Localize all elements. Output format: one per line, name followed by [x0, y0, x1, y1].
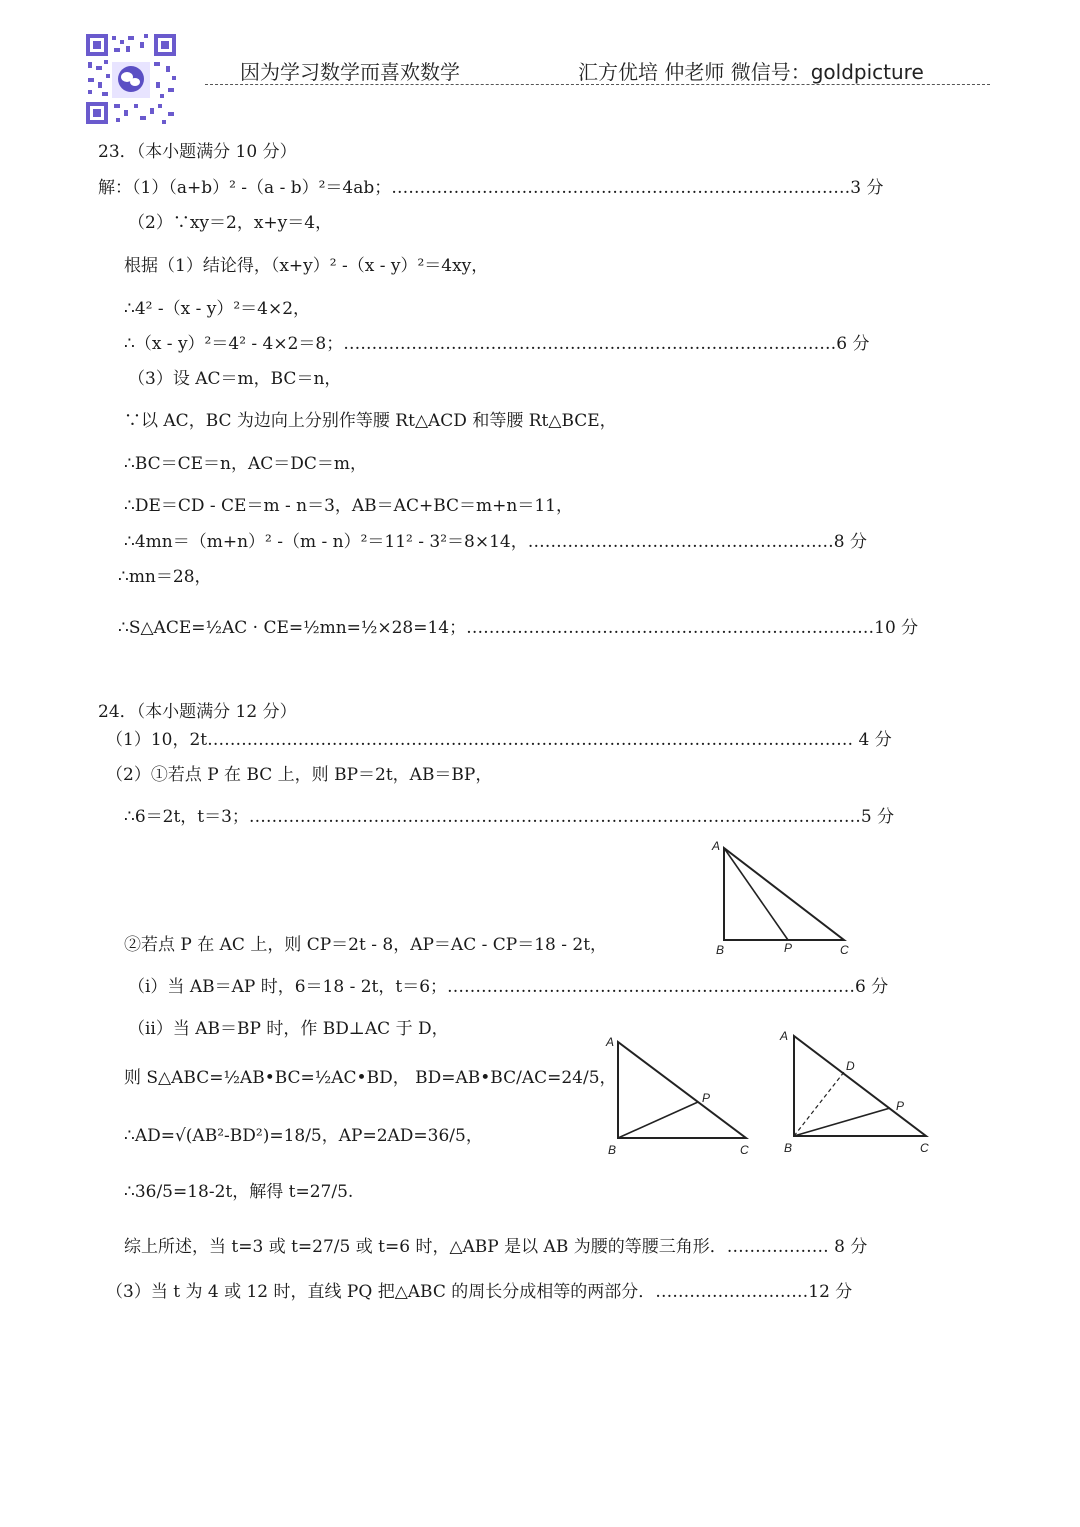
q23-part3-step4: ∴4mn＝（m+n）² -（m - n）²＝11² - 3²＝8×14，………………………………………………8 分 [124, 532, 867, 552]
fig2-label-a: A [606, 1035, 615, 1049]
q24-part2-case2: ②若点 P 在 AC 上，则 CP＝2t - 8，AP＝AC - CP＝18 - 2t， [124, 935, 608, 955]
q23-part2-given: （2）∵xy＝2，x+y＝4， [128, 213, 333, 233]
q23-heading: 23．（本小题满分 10 分） [98, 142, 297, 162]
q23-part2-result: ∴（x - y）²＝4² - 4×2＝8；……………………………………………………………………………6 分 [124, 334, 870, 354]
q24-solve-t: ∴36/5=18-2t，解得 t=27/5. [124, 1182, 354, 1202]
figure-triangle-p-on-bc [706, 836, 856, 960]
fig2-label-c: C [740, 1143, 749, 1157]
q23-part3-step3: ∴DE＝CD - CE＝m - n＝3，AB＝AC+BC＝m+n＝11， [124, 496, 573, 516]
q24-part2-case2-ii: （ii）当 AB＝BP 时，作 BD⊥AC 于 D， [128, 1019, 449, 1039]
fig3-label-b: B [784, 1141, 793, 1155]
q24-ad-equation: ∴AD=√(AB²-BD²)=18/5，AP=2AD=36/5， [124, 1126, 483, 1146]
fig1-label-a: A [712, 839, 721, 853]
fig1-label-b: B [716, 943, 725, 957]
q24-part2-case2-i: （i）当 AB＝AP 时，6＝18 - 2t，t＝6；………………………………………………………………6 分 [128, 977, 889, 997]
figure-triangle-altitude-bd [776, 1024, 936, 1160]
q24-part3: （3）当 t 为 4 或 12 时，直线 PQ 把△ABC 的周长分成相等的两部分．………………………12 分 [106, 1282, 853, 1302]
q24-area-equation: 则 S△ABC=½AB•BC=½AC•BD， BD=AB•BC/AC=24/5， [124, 1068, 617, 1088]
fig3-label-d: D [846, 1059, 855, 1073]
q23-part3-step1: ∵以 AC，BC 为边向上分别作等腰 Rt△ACD 和等腰 Rt△BCE， [124, 411, 617, 431]
fig2-label-p: P [702, 1091, 711, 1105]
q23-part2-step1: 根据（1）结论得，（x+y）² -（x - y）²＝4xy， [124, 256, 489, 276]
header-right-text: 汇方优培 仲老师 微信号：goldpicture [578, 60, 924, 84]
fig1-label-p: P [784, 941, 793, 955]
q24-conclusion: 综上所述，当 t=3 或 t=27/5 或 t=6 时，△ABP 是以 AB 为腰的等腰三角形．……………… 8 分 [124, 1237, 868, 1257]
q24-part1: （1）10，2t…………………………………………………………………………………………………… 4 分 [106, 730, 892, 750]
q24-part2-case1: （2）①若点 P 在 BC 上，则 BP＝2t，AB＝BP， [106, 765, 493, 785]
header-left-text: 因为学习数学而喜欢数学 [240, 60, 460, 84]
fig3-label-a: A [780, 1029, 789, 1043]
fig2-label-b: B [608, 1143, 617, 1157]
q23-part3-step5: ∴mn＝28， [118, 567, 212, 587]
q23-part3-area: ∴S△ACE=½AC · CE=½mn=½×28=14；………………………………………………………………10 分 [118, 618, 919, 638]
q23-part3-set: （3）设 AC＝m，BC＝n， [128, 369, 342, 389]
fig3-label-c: C [920, 1141, 929, 1155]
fig3-label-p: P [896, 1099, 905, 1113]
q24-part2-case1-result: ∴6＝2t，t＝3；………………………………………………………………………………………………5 分 [124, 807, 895, 827]
q23-part3-step2: ∴BC＝CE＝n，AC＝DC＝m， [124, 454, 368, 474]
q24-heading: 24．（本小题满分 12 分） [98, 702, 297, 722]
figure-triangle-p-on-ac [600, 1030, 760, 1160]
fig1-label-c: C [840, 943, 849, 957]
q23-part2-step2: ∴4² -（x - y）²＝4×2， [124, 299, 311, 319]
q23-part1: 解：（1）（a+b）² -（a - b）²＝4ab；………………………………………………………………………3 分 [98, 178, 884, 198]
